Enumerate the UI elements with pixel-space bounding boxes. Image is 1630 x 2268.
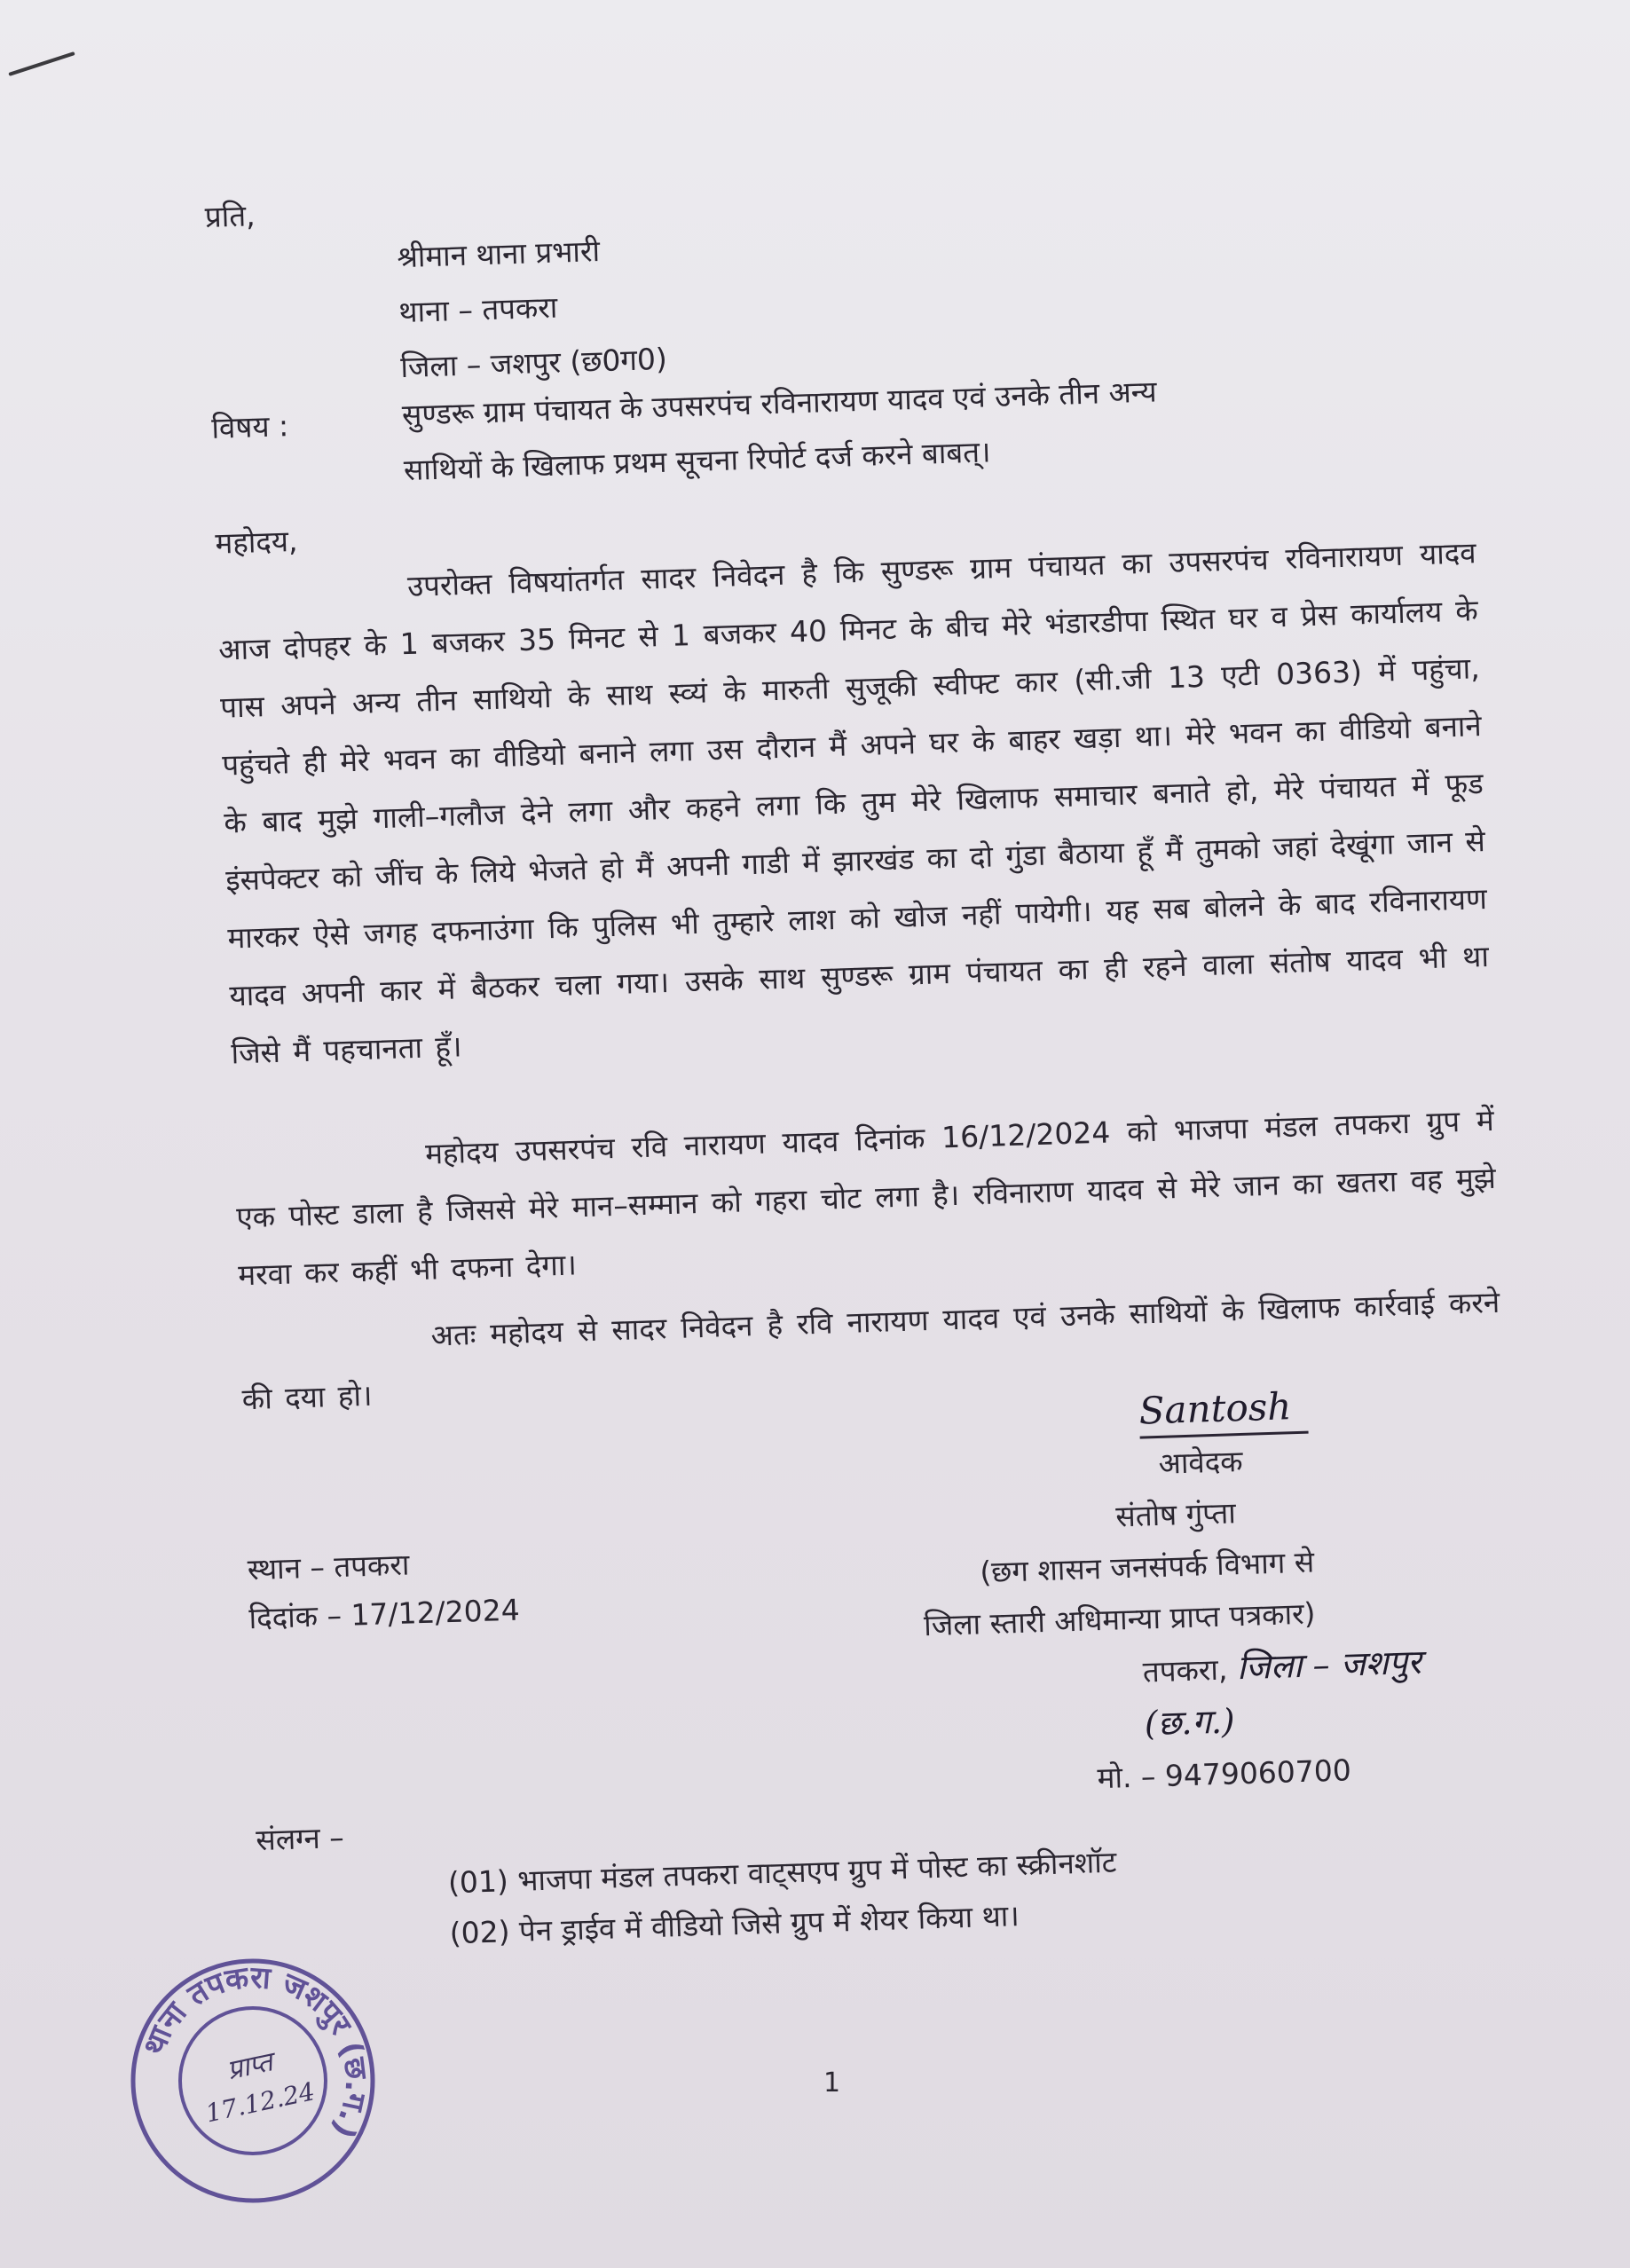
subject-line-1: सुण्डरू ग्राम पंचायत के उपसरपंच रविनारायण यादव एवं उनके तीन अन्य	[401, 374, 1158, 433]
stamp-ring-text: थाना तपकरा जशपुर (छ.ग.)	[136, 1959, 374, 2145]
stamp-date: 17.12.24	[202, 2076, 318, 2129]
paragraph-3: अतः महोदय से सादर निवेदन है रवि नारायण यादव एवं उनके साथियों के खिलाफ कार्रवाई करने की दया हो।	[241, 1284, 1500, 1417]
address-handwritten: जिला – जशपुर (छ.ग.)	[1144, 1642, 1422, 1744]
addressee-line-2: थाना – तपकरा	[398, 289, 558, 330]
addressee-line-1: श्रीमान थाना प्रभारी	[396, 233, 601, 275]
letter-body	[204, 151, 1500, 1951]
applicant-label: आवेदक	[1157, 1443, 1244, 1481]
paragraph-1: उपरोक्त विषयांतर्गत सादर निवेदन है कि सुण्डरू ग्राम पंचायत का उपसरपंच रविनारायण यादव आज दोपहर के 1 बजकर 35 मिनट से 1 बजकर 40 मिनट के बीच मेरे भंडारडीपा स्थित घर व प्रेस कार्यालय के पास अपने अन्य तीन साथियो के साथ स्व्यं के मारुती सुजूकी स्वीफ्ट कार (सी.जी 13 एटी 0363) में पहुंचा, पहुंचते ही मेरे भवन का वीडियो बनाने लगा उस दौरान मैं अपने घर के बाहर खड़ा था। मेरे भवन का वीडियो बनाने के बाद मुझे गाली–गलौज देने लगा और कहने लगा कि तुम मेरे खिलाफ समाचार बनाते हो, मेरे पंचायत में फूड इंसपेक्टर को जींच के लिये भेजते हो मैं अपनी गाडी में झारखंड का दो गुंडा बैठाया हूँ मैं तुमको जहां देखूंगा जान से मारकर ऐसे जगह दफनाउंगा कि पुलिस भी तुम्हारे लाश को खोज नहीं पायेगी। यह सब बोलने के बाद रविनारायण यादव अपनी कार में बैठकर चला गया। उसके साथ सुण्डरू ग्राम पंचायत का ही रहने वाला संतोष यादव भी था जिसे मैं पहचानता हूँ।	[217, 535, 1490, 1071]
applicant-block	[1112, 1374, 1524, 1542]
pen-mark	[8, 51, 75, 76]
salutation-to: प्रति,	[204, 198, 256, 234]
subject-label: विषय :	[210, 408, 289, 445]
subject-line-2: साथियों के खिलाफ प्रथम सूचना रिपोर्ट दर्ज करने बाबत्।	[403, 434, 992, 488]
enclosure-item-1: (01) भाजपा मंडल तपकरा वाट्सएप ग्रुप में पोस्ट का स्क्रीनशॉट	[447, 1844, 1117, 1901]
enclosure-item-2: (02) पेन ड्राईव में वीडियो जिसे ग्रुप में शेयर किया था।	[449, 1898, 1020, 1951]
applicant-name: संतोष गुंप्ता	[1114, 1495, 1237, 1534]
place: स्थान – तपकरा	[247, 1547, 410, 1587]
address-line	[1142, 1633, 1523, 1751]
applicant-designation	[921, 1530, 1524, 1809]
addressee-line-3: जिला – जशपुर (छ0ग0)	[399, 341, 668, 385]
stamp-inner-text: प्राप्त	[224, 2046, 276, 2087]
police-station-stamp	[124, 1952, 382, 2209]
page-number: 1	[823, 2067, 841, 2099]
applicant-signature: Santosh	[1138, 1382, 1309, 1439]
designation-line-1: (छग शासन जनसंपर्क विभाग से	[979, 1544, 1315, 1590]
enclosure-label: संलग्न –	[255, 1819, 345, 1858]
address-print: तपकरा,	[1142, 1651, 1228, 1689]
mobile-number: मो. – 9479060700	[1097, 1752, 1352, 1796]
greeting: महोदय,	[214, 523, 299, 561]
date: दिदांक – 17/12/2024	[248, 1592, 521, 1636]
designation-line-2: जिला स्तारी अधिमान्या प्राप्त पत्रकार)	[923, 1595, 1317, 1643]
paragraph-2: महोदय उपसरपंच रवि नारायण यादव दिनांक 16/12/2024 को भाजपा मंडल तपकरा ग्रुप में एक पोस्ट डाला है जिससे मेरे मान–सम्मान को गहरा चोट लगा है। रविनाराण यादव से मेरे जान का खतरा वह मुझे मरवा कर कहीं भी दफना देगा।	[235, 1102, 1497, 1293]
